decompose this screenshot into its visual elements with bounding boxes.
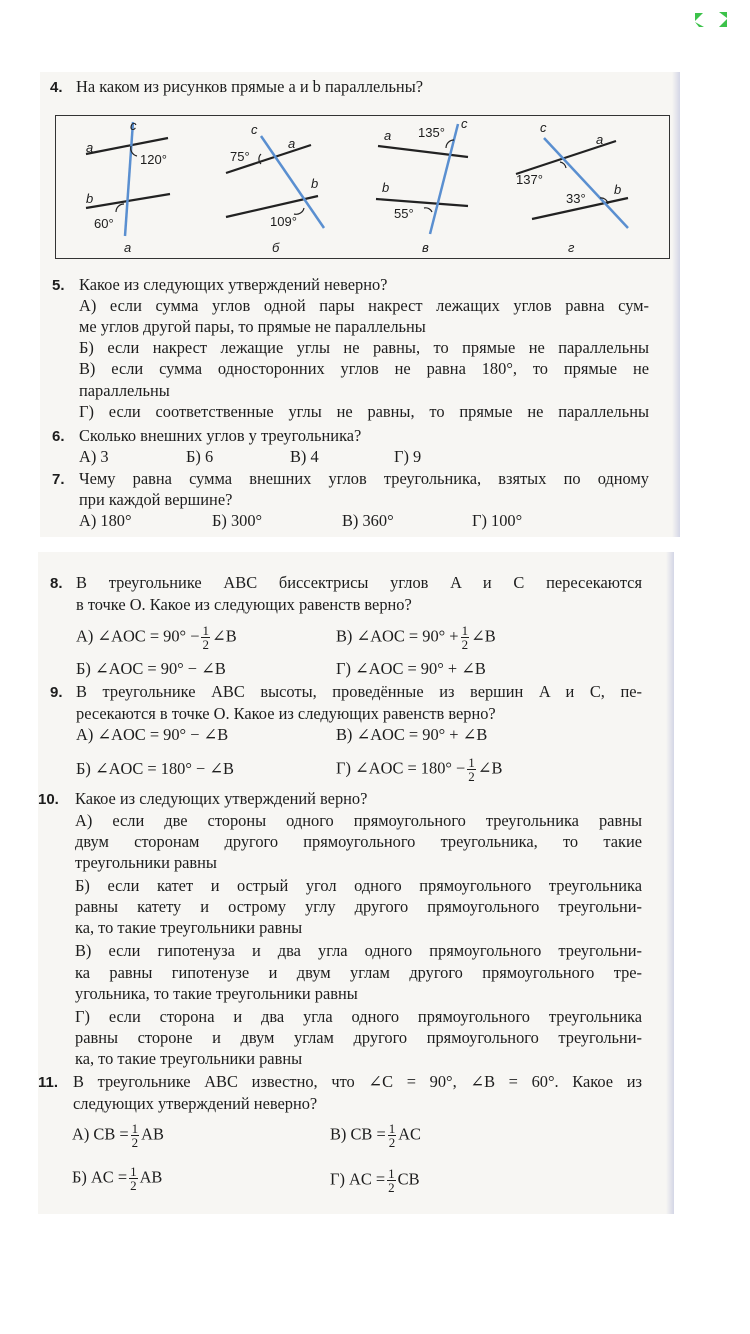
line-label: b: [86, 191, 94, 206]
answer-option: В) если сумма односторонних углов не равна 180°, то прямые не: [79, 359, 649, 378]
page-edge: [666, 552, 674, 1214]
figure-caption: г: [568, 240, 575, 255]
answer-option: А) ∠AOC = 90° − $\frac{1}{2}$ ∠B: [76, 623, 237, 652]
line-label: c: [540, 120, 547, 135]
answer-option: Г) ∠AOC = 180° − $\frac{1}{2}$ ∠B: [336, 755, 503, 784]
angle-label: 137°: [516, 172, 543, 187]
answer-option: А) ∠AOC = 90° − ∠B: [76, 725, 229, 744]
question-number: 11.: [38, 1074, 59, 1091]
answer-option: двум сторонам другого прямоугольного треугольника, то такие: [75, 832, 642, 851]
angle-label: 55°: [394, 206, 414, 221]
answer-option: параллельны: [79, 381, 170, 400]
answer-option: В) 360°: [342, 511, 394, 530]
answer-option: В) ∠AOC = 90° + ∠B: [336, 725, 488, 744]
answer-option: Б) ∠AOC = 90° − ∠B: [76, 659, 226, 678]
question-text: следующих утверждений неверно?: [73, 1094, 318, 1113]
answer-option: Г) ∠AOC = 90° + ∠B: [336, 659, 486, 678]
answer-option: Б) 300°: [212, 511, 263, 530]
angle-label: 120°: [140, 152, 167, 167]
line-label: c: [251, 122, 258, 137]
question-text: Чему равна сумма внешних углов треугольника, взятых по одному: [79, 469, 649, 488]
line-label: b: [614, 182, 622, 197]
line-label: c: [461, 116, 468, 131]
answer-option: А) если две стороны одного прямоугольного треугольника равны: [75, 811, 642, 830]
question-number: 8.: [50, 575, 63, 592]
question-text: В треугольнике ABC известно, что ∠C = 90°, ∠B = 60°. Какое из: [73, 1072, 642, 1091]
answer-option: А) 3: [79, 447, 109, 466]
answer-option: Б) если катет и острый угол одного прямоугольного треугольника: [75, 876, 642, 895]
answer-option: В) ∠AOC = 90° + $\frac{1}{2}$ ∠B: [336, 623, 496, 652]
question-text: В треугольнике ABC высоты, проведённые из вершин A и C, пе-: [76, 682, 642, 701]
question-text: при каждой вершине?: [79, 490, 233, 509]
question-number: 9.: [50, 684, 63, 701]
answer-option: А) CB = $\frac{1}{2}$ AB: [72, 1121, 164, 1150]
answer-option: В) CB = $\frac{1}{2}$ AC: [330, 1121, 421, 1150]
answer-option: В) 4: [290, 447, 319, 466]
question-number: 10.: [38, 791, 59, 808]
answer-option: Г) 9: [394, 447, 422, 466]
question-text: На каком из рисунков прямые а и b параллельны?: [76, 77, 423, 96]
angle-label: 75°: [230, 149, 250, 164]
answer-option: ка, то такие треугольники равны: [75, 918, 303, 937]
answer-option: Г) 100°: [472, 511, 523, 530]
angle-label: 33°: [566, 191, 586, 206]
answer-option: равны катету и острому углу другого прямоугольного треугольни-: [75, 897, 642, 916]
angle-label: 135°: [418, 125, 445, 140]
answer-option: Г) если соответственные углы не равны, то прямые не параллельны: [79, 402, 649, 421]
answer-option: равны стороне и двум углам другого прямоугольного треугольни-: [75, 1028, 642, 1047]
answer-option: ме углов другой пары, то прямые не параллельны: [79, 317, 426, 336]
answer-option: Б) ∠AOC = 180° − ∠B: [76, 759, 234, 778]
question-number: 4.: [50, 79, 63, 96]
figure-caption: в: [422, 240, 429, 255]
line-label: b: [311, 176, 319, 191]
answer-option: Б) 6: [186, 447, 214, 466]
question-number: 5.: [52, 277, 65, 294]
line-label: b: [382, 180, 390, 195]
angle-label: 109°: [270, 214, 297, 229]
answer-option: Б) AC = $\frac{1}{2}$ AB: [72, 1164, 163, 1193]
question-text: В треугольнике ABC биссектрисы углов A и C пересекаются: [76, 573, 642, 592]
answer-option: Г) если сторона и два угла одного прямоугольного треугольника: [75, 1007, 642, 1026]
line-label: a: [384, 128, 392, 143]
expand-arrows-icon[interactable]: [693, 10, 729, 30]
question-text: в точке O. Какое из следующих равенств верно?: [76, 595, 412, 614]
page-edge: [672, 72, 680, 537]
question-number: 6.: [52, 428, 65, 445]
answer-option: А) 180°: [79, 511, 132, 530]
angle-label: 60°: [94, 216, 114, 231]
line-label: c: [130, 118, 137, 133]
question-text: ресекаются в точке O. Какое из следующих равенств верно?: [76, 704, 496, 723]
line-label: a: [288, 136, 296, 151]
answer-option: ка, то такие треугольники равны: [75, 1049, 303, 1068]
question-number: 7.: [52, 471, 65, 488]
question-text: Сколько внешних углов у треугольника?: [79, 426, 362, 445]
question-text: Какое из следующих утверждений верно?: [75, 789, 368, 808]
answer-option: Б) если накрест лежащие углы не равны, то прямые не параллельны: [79, 338, 649, 357]
question-text: Какое из следующих утверждений неверно?: [79, 275, 388, 294]
answer-option: угольника, то такие треугольники равны: [75, 984, 358, 1003]
answer-option: А) если сумма углов одной пары накрест лежащих углов равна сум-: [79, 296, 649, 315]
answer-option: Г) AC = $\frac{1}{2}$ CB: [330, 1166, 420, 1195]
answer-option: ка равны гипотенузе и двум углам другого прямоугольного тре-: [75, 963, 642, 982]
parallel-lines-figures: [56, 116, 669, 258]
answer-option: треугольники равны: [75, 853, 217, 872]
figure-caption: а: [124, 240, 132, 255]
figure-caption: б: [272, 240, 280, 255]
line-label: a: [596, 132, 604, 147]
figure-panel: [55, 115, 670, 259]
line-label: a: [86, 140, 94, 155]
answer-option: В) если гипотенуза и два угла одного прямоугольного треугольни-: [75, 941, 642, 960]
